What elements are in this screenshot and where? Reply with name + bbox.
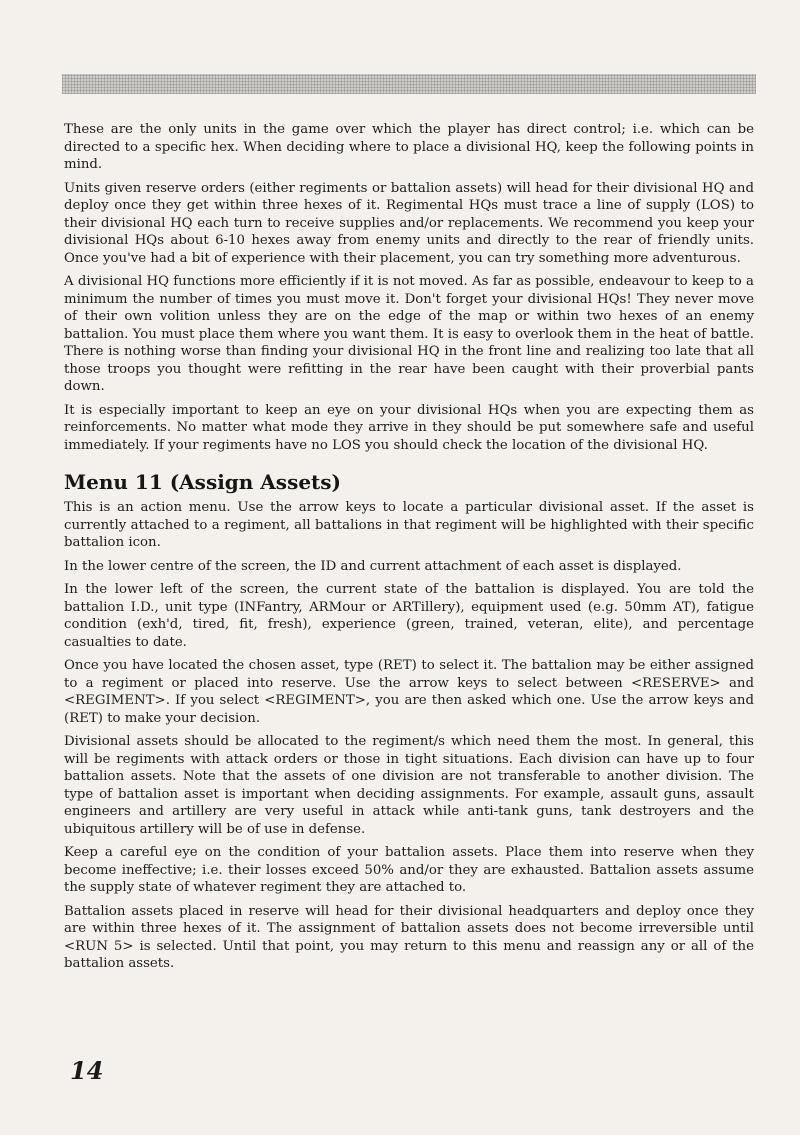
- paragraph-reserve-orders: Units given reserve orders (either regiments or battalion assets) will head for their divisional HQ and deploy once they get within three hexes of it. Regimental HQs must trace a line of supply (LOS) to their divisional HQ each turn to receive supplies and/or replacements. We recommend you keep your divisional HQs about 6-10 hexes away from enemy units and directly to the rear of friendly units. Once you've had a bit of experience with their placement, you can try something more adventurous.: [64, 180, 754, 266]
- paragraph-condition: Keep a careful eye on the condition of your battalion assets. Place them into reserve when they become ineffective; i.e. their losses exceed 50% and/or they are exhausted. Battalion assets assume the supply state of whatever regiment they are attached to.: [64, 845, 754, 895]
- paragraph-hq-reinforcements: It is especially important to keep an eye on your divisional HQs when you are expecting them as reinforcements. No matter what mode they arrive in they should be put somewhere safe and useful immediately. If your regiments have no LOS you should check the location of the divisional HQ.: [64, 402, 754, 453]
- section-heading: Menu 11 (Assign Assets): [64, 470, 342, 494]
- paragraph-hq-intro: These are the only units in the game over which the player has direct control; i.e. which can be directed to a specific hex. When deciding where to place a divisional HQ, keep the following points in mind.: [64, 122, 754, 172]
- paragraph-select-asset: Once you have located the chosen asset, type (RET) to select it. The battalion may be either assigned to a regiment or placed into reserve. Use the arrow keys to select between <RESERVE> and <REGIMENT>. If you select <REGIMENT>, you are then asked which one. Use the arrow keys and (RET) to make your decision.: [64, 658, 754, 726]
- paragraph-allocation: Divisional assets should be allocated to the regiment/s which need them the most. In general, this will be regiments with attack orders or those in tight situations. Each division can have up to four battalion assets. Note that the assets of one division are not transferable to another division. The type of battalion asset is important when deciding assignments. For example, assault guns, assault engineers and artillery are very useful in attack while anti-tank guns, tank destroyers and the ubiquitous artillery will be of use in defense.: [64, 734, 754, 837]
- header-band: [62, 74, 756, 94]
- paragraph-lower-left: In the lower left of the screen, the current state of the battalion is displayed. You are told the battalion I.D., unit type (INFantry, ARMour or ARTillery), equipment used (e.g. 50mm AT), fatigue condition (exh'd, tired, fit, fresh), experience (green, trained, veteran, elite), and percentage casualties to date.: [64, 582, 754, 650]
- paragraph-action-menu: This is an action menu. Use the arrow keys to locate a particular divisional asset. If the asset is currently attached to a regiment, all battalions in that regiment will be highlighted with their specific battalion icon.: [64, 500, 754, 550]
- paragraph-hq-movement: A divisional HQ functions more efficiently if it is not moved. As far as possible, endeavour to keep to a minimum the number of times you must move it. Don't forget your divisional HQs! They never move of their own volition unless they are on the edge of the map or within two hexes of an enemy battalion. You must place them where you want them. It is easy to overlook them in the heat of battle. There is nothing worse than finding your divisional HQ in the front line and realizing too late that all those troops you thought were refitting in the rear have been caught with their proverbial pants down.: [64, 274, 754, 394]
- page-number: 14: [70, 1056, 104, 1085]
- paragraph-reserve-assets: Battalion assets placed in reserve will head for their divisional headquarters and deploy once they are within three hexes of it. The assignment of battalion assets does not become irreversible until <RUN 5> is selected. Until that point, you may return to this menu and reassign any or all of the battalion assets.: [64, 903, 754, 971]
- page-body: [64, 121, 754, 979]
- paragraph-lower-centre: In the lower centre of the screen, the ID and current attachment of each asset is displayed.: [64, 558, 682, 574]
